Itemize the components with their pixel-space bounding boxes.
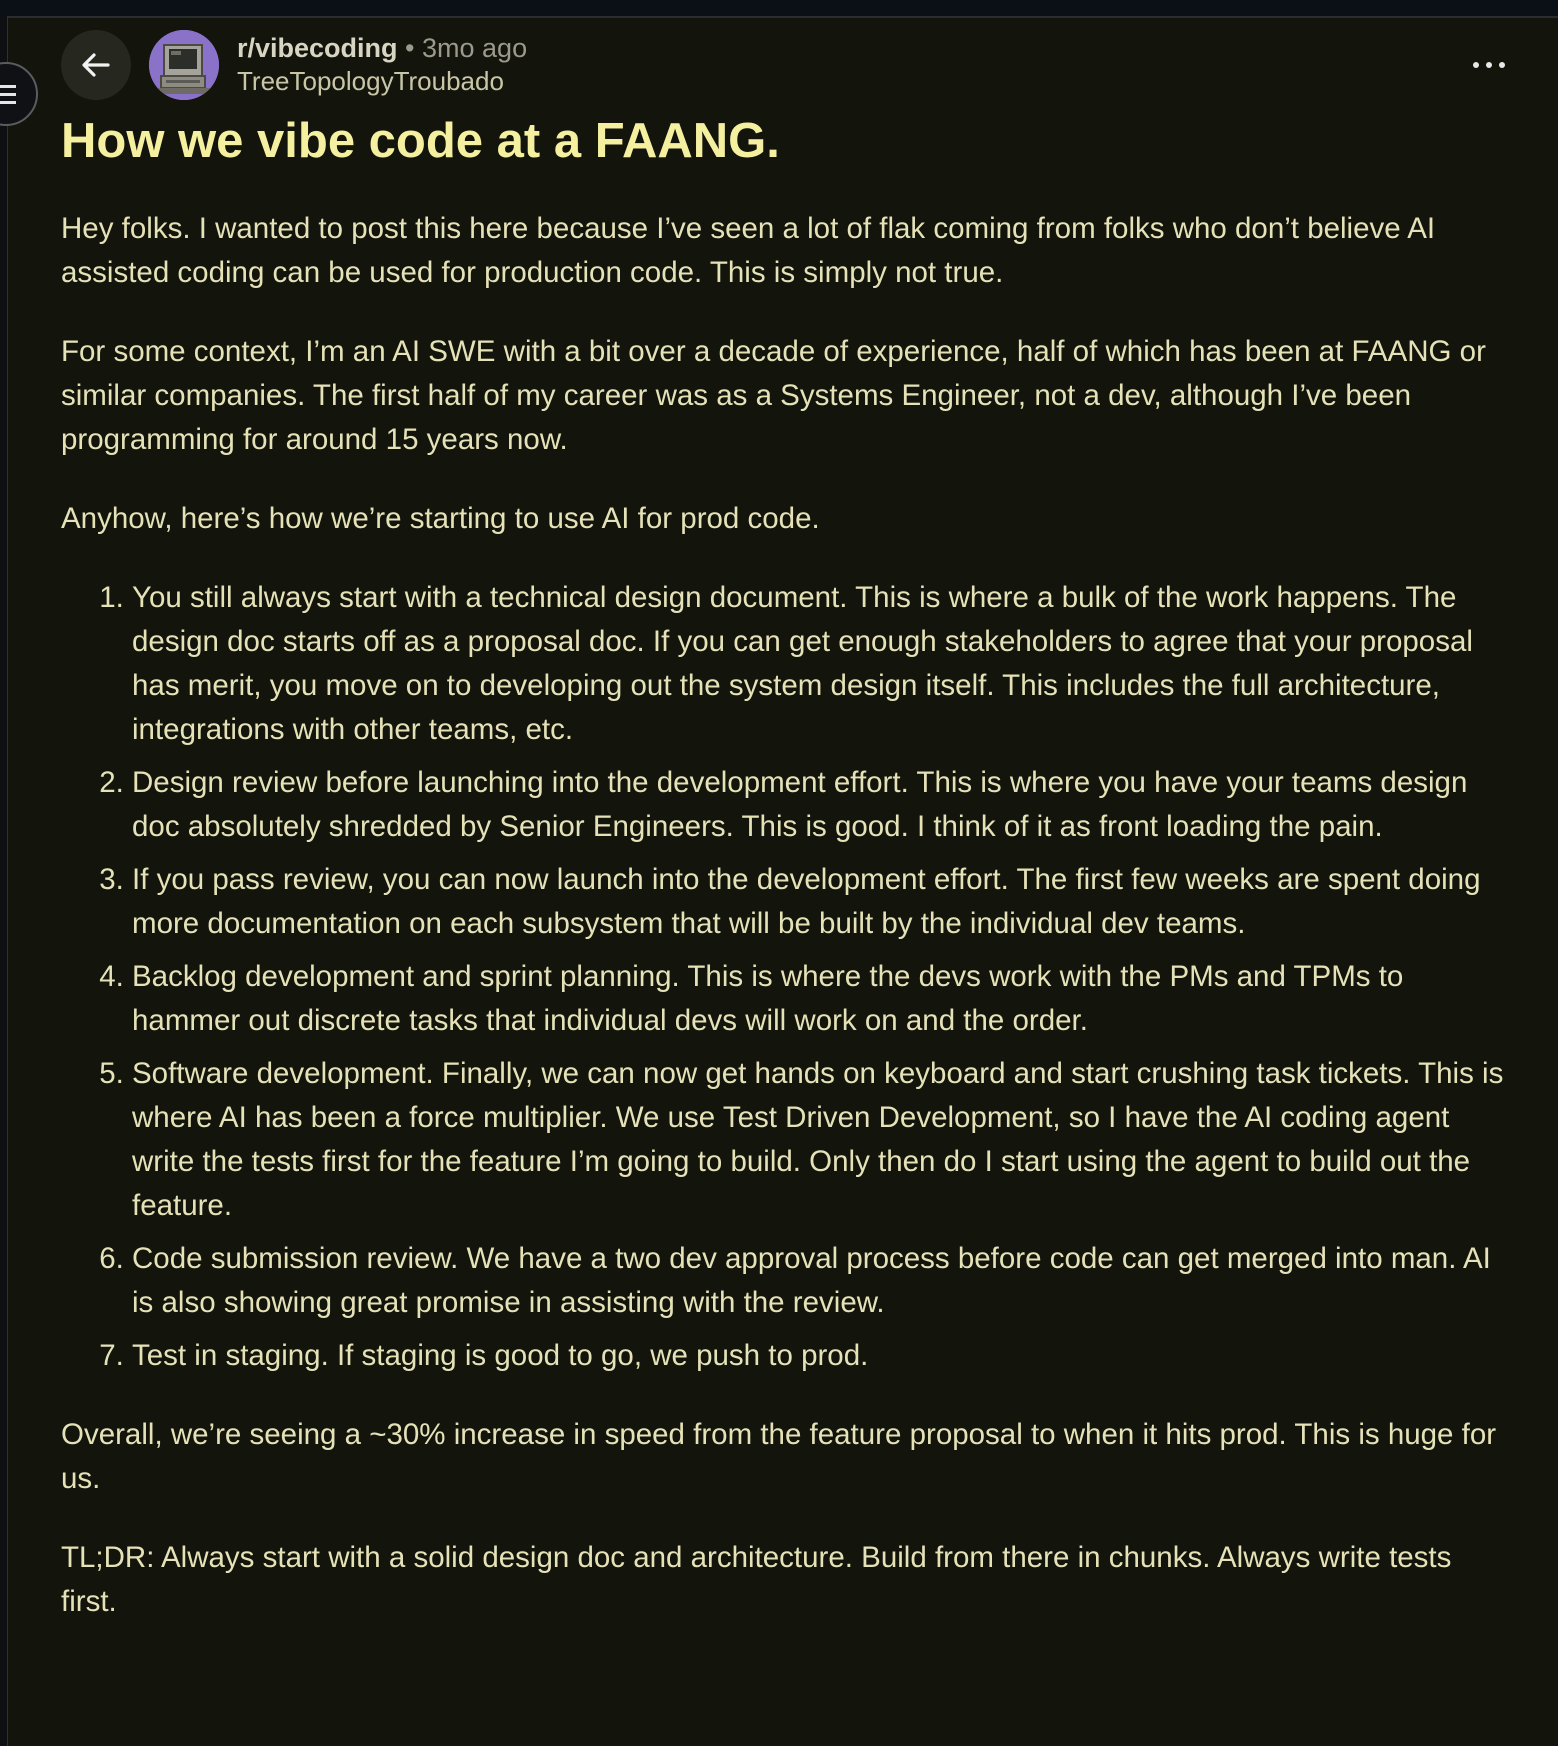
list-item: 2. Design review before launching into the development effort. This is where you have your teams design doc absolutely shredded by Senior Engineers. This is good. I think of it as front loading the pain. xyxy=(132,761,1511,849)
back-button[interactable] xyxy=(61,30,131,100)
list-item: 5. Software development. Finally, we can now get hands on keyboard and start crushing task tickets. This is where AI has been a force multiplier. We use Test Driven Development, so I have the AI coding agent write the tests first for the feature I’m going to build. Only then do I start using the agent to build out the feature. xyxy=(132,1052,1511,1228)
computer-avatar-image xyxy=(149,30,219,100)
list-item: 4. Backlog development and sprint planning. This is where the devs work with the PMs and TPMs to hammer out discrete tasks that individual devs will work on and the order. xyxy=(132,955,1511,1043)
left-sidebar-rail xyxy=(0,16,8,1746)
post-age: 3mo ago xyxy=(422,33,528,63)
post-meta xyxy=(237,30,527,98)
more-options-button[interactable] xyxy=(1466,42,1514,82)
intro-paragraph: For some context, I’m an AI SWE with a bit over a decade of experience, half of which has been at FAANG or similar companies. The first half of my career was as a Systems Engineer, not a dev, although I’ve been programming for around 15 years now. xyxy=(61,335,1486,456)
sidebar-menu-button[interactable] xyxy=(0,62,38,126)
back-arrow-icon xyxy=(80,49,112,81)
post-header xyxy=(61,30,1511,100)
list-item: 3. If you pass review, you can now launch into the development effort. The first few weeks are spent doing more documentation on each subsystem that will be built by the individual dev teams. xyxy=(132,858,1511,946)
subreddit-link[interactable]: r/vibecoding xyxy=(237,33,398,63)
intro-paragraph: Hey folks. I wanted to post this here because I’ve seen a lot of flak coming from folks who don’t believe AI assisted coding can be used for production code. This is simply not true. xyxy=(61,212,1436,289)
post-meta-line xyxy=(237,30,527,66)
list-item: 7. Test in staging. If staging is good to go, we push to prod. xyxy=(132,1334,1511,1378)
post-title: How we vibe code at a FAANG. xyxy=(61,114,780,168)
tldr-paragraph: TL;DR: Always start with a solid design doc and architecture. Build from there in chunks. Always write tests first. xyxy=(61,1541,1452,1618)
author-link[interactable]: TreeTopologyTroubado xyxy=(237,66,504,96)
list-item: 6. Code submission review. We have a two dev approval process before code can get merged into man. AI is also showing great promise in assisting with the review. xyxy=(132,1237,1511,1325)
hamburger-menu-icon xyxy=(0,85,16,105)
subreddit-avatar[interactable] xyxy=(149,30,219,100)
meta-separator: • xyxy=(405,33,415,63)
intro-paragraph: Anyhow, here’s how we’re starting to use AI for prod code. xyxy=(61,502,820,535)
list-item: 1. You still always start with a technical design document. This is where a bulk of the work happens. The design doc starts off as a proposal doc. If you can get enough stakeholders to agree that your proposal has merit, you move on to developing out the system design itself. This includes the full architecture, integrations with other teams, etc. xyxy=(132,576,1511,752)
browser-top-strip xyxy=(0,0,1558,18)
post-body xyxy=(61,207,1511,1659)
outro-paragraph: Overall, we’re seeing a ~30% increase in speed from the feature proposal to when it hits prod. This is huge for us. xyxy=(61,1418,1497,1495)
steps-list xyxy=(61,576,1511,1378)
